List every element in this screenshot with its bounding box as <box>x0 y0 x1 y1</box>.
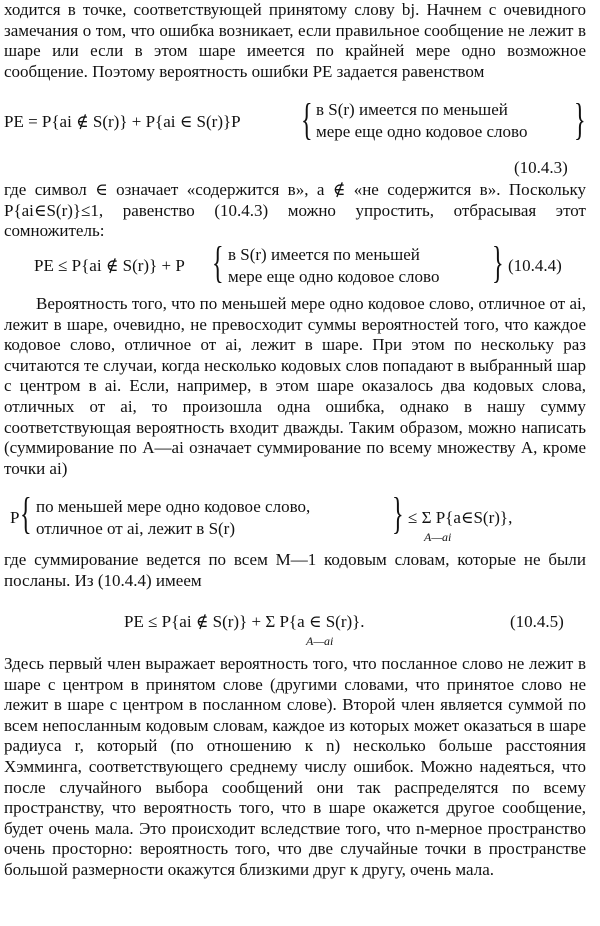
equation-10-4-4 <box>0 238 600 294</box>
equation-10-4-4-brace-line-2: мере еще одно кодовое слово <box>228 267 440 286</box>
inequality-brace-line-1: по меньшей мере одно кодовое слово, <box>36 497 311 516</box>
sum-subscript: A—ai <box>424 530 452 544</box>
left-brace: { <box>212 238 224 287</box>
equation-10-4-4-brace-line-1: в S(r) имеется по меньшей <box>228 245 420 264</box>
paragraph-1: ходится в точке, соответствующей принятому слову bj. Начнем с очевидного замечания о том, что ошибка возникает, если правильное сообщение не лежит в шаре или если в этом шаре имеется по крайней мере одно возможное сообщение. Поэтому вероятность ошибки PE задается равенством <box>4 0 586 81</box>
paragraph-3: Вероятность того, что по меньшей мере одно кодовое слово, отличное от ai, лежит в шаре, очевидно, не превосходит суммы вероятностей того, что каждое кодовое слово, отличное от ai, лежит в шаре. При этом по нескольку раз считаются те случаи, когда несколько кодовых слов попадают в выбранный шар с центром в ai. Если, например, в этом шаре оказалось два кодовых слова, отличных от ai, то произошла одна ошибка, однако в нашу сумму соответствующая вероятность входит дважды. Таким образом, можно написать (суммирование по A—ai означает суммирование по всему множеству A, кроме точки ai) <box>4 294 586 478</box>
inequality-brace-line-2: отличное от ai, лежит в S(r) <box>36 519 236 538</box>
equation-inequality <box>0 489 600 546</box>
right-brace: } <box>492 238 504 287</box>
left-brace: { <box>20 489 32 538</box>
equation-10-4-5 <box>0 600 600 646</box>
equation-10-4-3-brace-line-2: мере еще одно кодовое слово <box>316 122 528 141</box>
equation-10-4-3-lhs: PE = P{ai ∉ S(r)} + P{ai ∈ S(r)}P <box>4 112 241 131</box>
paragraph-2: где символ ∈ означает «содержится в», а ∉ «не содержится в». Поскольку P{ai∈S(r)}≤1, равенство (10.4.3) можно упростить, отбрасывая этот сомножитель: <box>4 180 586 241</box>
paragraph-4: где суммирование ведется по всем M—1 кодовым словам, которые не были посланы. Из (10.4.4) имеем <box>4 550 586 590</box>
equation-10-4-3 <box>0 95 600 158</box>
right-brace: } <box>574 95 586 144</box>
equation-10-4-3-brace-line-1: в S(r) имеется по меньшей <box>316 100 508 119</box>
equation-number-10-4-3: (10.4.3) <box>514 158 568 177</box>
equation-10-4-4-lhs: PE ≤ P{ai ∉ S(r)} + P <box>34 256 185 275</box>
equation-number-10-4-5: (10.4.5) <box>510 612 564 631</box>
sum-subscript: A—ai <box>306 634 334 648</box>
paragraph-5: Здесь первый член выражает вероятность того, что посланное слово не лежит в шаре с центром в принятом слове (другими словами, что принятое слово не лежит в шаре с центром в посланном слове). Второй член является суммой по всем непосланным кодовым словам, каждое из которых может оказаться в шаре радиуса r, который (по отношению к n) несколько больше расстояния Хэмминга, соответствующего среднему числу ошибок. Можно надеяться, что после случайного выбора сообщений они так распределятся по всему пространству, что вероятность того, что в шаре окажется другое сообщение, будет очень мала. Это происходит вследствие того, что n-мерное пространство очень просторно: вероятность того, что две случайные точки в пространстве большой размерности окажутся близкими друг к другу, очень мала. <box>4 654 586 879</box>
equation-10-4-5-expression: PE ≤ P{ai ∉ S(r)} + Σ P{a ∈ S(r)}. <box>124 612 365 631</box>
inequality-rhs: ≤ Σ P{a∈S(r)}, <box>408 508 513 527</box>
right-brace: } <box>392 489 404 538</box>
probability-symbol: P <box>10 508 20 527</box>
equation-number-10-4-4: (10.4.4) <box>508 256 562 275</box>
left-brace: { <box>301 95 313 144</box>
